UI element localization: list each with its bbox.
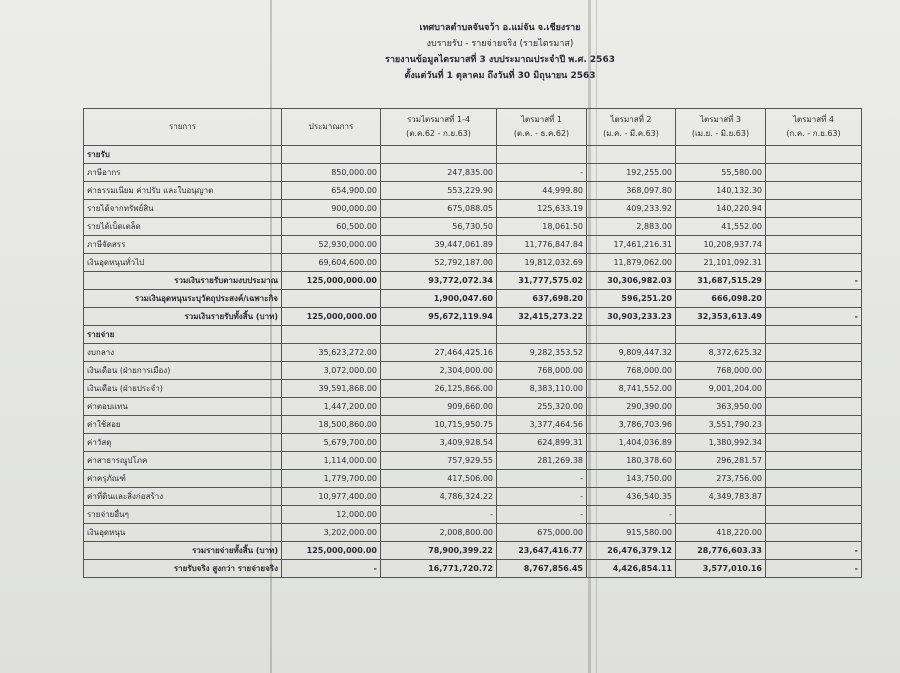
table-row bbox=[84, 506, 862, 524]
table-row bbox=[84, 362, 862, 380]
section-title: รายรับ bbox=[84, 146, 282, 164]
cell-q3: 8,372,625.32 bbox=[676, 344, 766, 362]
cell-q3: 9,001,204.00 bbox=[676, 380, 766, 398]
row-label: รายจ่ายอื่นๆ bbox=[84, 506, 282, 524]
cell-q4 bbox=[766, 416, 862, 434]
cell-q3: 32,353,613.49 bbox=[676, 308, 766, 326]
cell-q2: 8,741,552.00 bbox=[587, 380, 676, 398]
cell-q4: - bbox=[766, 308, 862, 326]
cell-q14: 675,088.05 bbox=[381, 200, 497, 218]
cell-q1: 675,000.00 bbox=[497, 524, 587, 542]
cell-q14: 78,900,399.22 bbox=[381, 542, 497, 560]
cell-q4 bbox=[766, 434, 862, 452]
cell-estimate: 125,000,000.00 bbox=[282, 272, 381, 290]
row-label: รวมเงินอุดหนุนระบุวัตถุประสงค์/เฉพาะกิจ bbox=[84, 290, 282, 308]
cell-q4 bbox=[766, 236, 862, 254]
cell-q14: 4,786,324.22 bbox=[381, 488, 497, 506]
cell-estimate: 5,679,700.00 bbox=[282, 434, 381, 452]
cell-q2: - bbox=[587, 506, 676, 524]
org-title: เทศบาลตำบลจันจว้า อ.แม่จัน จ.เชียงราย bbox=[419, 23, 581, 33]
table-cell bbox=[676, 326, 766, 344]
cell-estimate: 125,000,000.00 bbox=[282, 308, 381, 326]
cell-q2: 409,233.92 bbox=[587, 200, 676, 218]
cell-q4 bbox=[766, 182, 862, 200]
cell-estimate: 850,000.00 bbox=[282, 164, 381, 182]
table-header-row bbox=[84, 109, 862, 146]
table-row bbox=[84, 434, 862, 452]
table-cell bbox=[676, 146, 766, 164]
report-subtitle: งบรายรับ - รายจ่ายจริง (รายไตรมาส) bbox=[426, 39, 574, 49]
total-row bbox=[84, 560, 862, 578]
cell-q2: 9,809,447.32 bbox=[587, 344, 676, 362]
expense-section-row bbox=[84, 326, 862, 344]
cell-q4 bbox=[766, 164, 862, 182]
cell-q1: 9,282,353.52 bbox=[497, 344, 587, 362]
cell-q14: 52,792,187.00 bbox=[381, 254, 497, 272]
cell-q2: 30,306,982.03 bbox=[587, 272, 676, 290]
cell-estimate: 3,202,000.00 bbox=[282, 524, 381, 542]
cell-q14: 56,730.50 bbox=[381, 218, 497, 236]
row-label: ค่าใช้สอย bbox=[84, 416, 282, 434]
income-section-row bbox=[84, 146, 862, 164]
cell-estimate: 654,900.00 bbox=[282, 182, 381, 200]
cell-q3: 666,098.20 bbox=[676, 290, 766, 308]
cell-q14: - bbox=[381, 506, 497, 524]
table-row bbox=[84, 488, 862, 506]
cell-q3: 768,000.00 bbox=[676, 362, 766, 380]
cell-q14: 39,447,061.89 bbox=[381, 236, 497, 254]
table-row bbox=[84, 380, 862, 398]
cell-q2: 915,580.00 bbox=[587, 524, 676, 542]
cell-estimate: 69,604,600.00 bbox=[282, 254, 381, 272]
cell-q14: 247,835.00 bbox=[381, 164, 497, 182]
cell-q2: 180,378.60 bbox=[587, 452, 676, 470]
row-label: งบกลาง bbox=[84, 344, 282, 362]
cell-q4: - bbox=[766, 272, 862, 290]
cell-q14: 1,900,047.60 bbox=[381, 290, 497, 308]
table-row bbox=[84, 398, 862, 416]
cell-estimate bbox=[282, 290, 381, 308]
cell-q3: 273,756.00 bbox=[676, 470, 766, 488]
cell-q4 bbox=[766, 398, 862, 416]
row-label: เงินอุดหนุนทั่วไป bbox=[84, 254, 282, 272]
table-cell bbox=[497, 146, 587, 164]
row-label: เงินอุดหนุน bbox=[84, 524, 282, 542]
cell-q1: 281,269.38 bbox=[497, 452, 587, 470]
cell-q1: 125,633.19 bbox=[497, 200, 587, 218]
cell-q14: 16,771,720.72 bbox=[381, 560, 497, 578]
cell-estimate: 35,623,272.00 bbox=[282, 344, 381, 362]
cell-q1: 8,767,856.45 bbox=[497, 560, 587, 578]
cell-q14: 2,008,800.00 bbox=[381, 524, 497, 542]
cell-q1: 768,000.00 bbox=[497, 362, 587, 380]
cell-estimate: 18,500,860.00 bbox=[282, 416, 381, 434]
cell-q2: 30,903,233.23 bbox=[587, 308, 676, 326]
cell-q4 bbox=[766, 290, 862, 308]
cell-q1: 31,777,575.02 bbox=[497, 272, 587, 290]
cell-q3: 55,580.00 bbox=[676, 164, 766, 182]
cell-q1: 32,415,273.22 bbox=[497, 308, 587, 326]
cell-q14: 3,409,928.54 bbox=[381, 434, 497, 452]
col-header-q4: ไตรมาสที่ 4 (ก.ค. - ก.ย.63) bbox=[766, 109, 862, 146]
total-row bbox=[84, 290, 862, 308]
cell-q3: 3,551,790.23 bbox=[676, 416, 766, 434]
cell-q2: 26,476,379.12 bbox=[587, 542, 676, 560]
col-header-q1-4: รวมไตรมาสที่ 1-4 (ต.ค.62 - ก.ย.63) bbox=[381, 109, 497, 146]
cell-q4 bbox=[766, 488, 862, 506]
cell-q1: 18,061.50 bbox=[497, 218, 587, 236]
cell-q14: 757,929.55 bbox=[381, 452, 497, 470]
cell-q3: 31,687,515.29 bbox=[676, 272, 766, 290]
table-row bbox=[84, 164, 862, 182]
row-label: เงินเดือน (ฝ่ายการเมือง) bbox=[84, 362, 282, 380]
row-label: รายได้เบ็ดเตล็ด bbox=[84, 218, 282, 236]
cell-q4 bbox=[766, 470, 862, 488]
cell-q1: - bbox=[497, 164, 587, 182]
cell-estimate: 60,500.00 bbox=[282, 218, 381, 236]
table-row bbox=[84, 182, 862, 200]
cell-q4 bbox=[766, 380, 862, 398]
col-header-item: รายการ bbox=[84, 109, 282, 146]
cell-q14: 27,464,425.16 bbox=[381, 344, 497, 362]
cell-q2: 3,786,703.96 bbox=[587, 416, 676, 434]
row-label: ภาษีอากร bbox=[84, 164, 282, 182]
cell-q14: 909,660.00 bbox=[381, 398, 497, 416]
col-header-q1: ไตรมาสที่ 1 (ต.ค. - ธ.ค.62) bbox=[497, 109, 587, 146]
cell-q3: 1,380,992.34 bbox=[676, 434, 766, 452]
cell-q14: 10,715,950.75 bbox=[381, 416, 497, 434]
cell-q3: 41,552.00 bbox=[676, 218, 766, 236]
cell-q4 bbox=[766, 506, 862, 524]
cell-q2: 436,540.35 bbox=[587, 488, 676, 506]
cell-q2: 768,000.00 bbox=[587, 362, 676, 380]
cell-q3: 4,349,783.87 bbox=[676, 488, 766, 506]
cell-q2: 2,883.00 bbox=[587, 218, 676, 236]
table-row bbox=[84, 218, 862, 236]
cell-q4 bbox=[766, 218, 862, 236]
cell-q14: 553,229.90 bbox=[381, 182, 497, 200]
cell-estimate: 10,977,400.00 bbox=[282, 488, 381, 506]
cell-q3: 418,220.00 bbox=[676, 524, 766, 542]
table-cell bbox=[381, 146, 497, 164]
cell-estimate: 39,591,868.00 bbox=[282, 380, 381, 398]
table-row bbox=[84, 470, 862, 488]
table-row bbox=[84, 254, 862, 272]
cell-q3 bbox=[676, 506, 766, 524]
cell-q2: 192,255.00 bbox=[587, 164, 676, 182]
cell-q14: 417,506.00 bbox=[381, 470, 497, 488]
cell-q14: 26,125,866.00 bbox=[381, 380, 497, 398]
table-cell bbox=[282, 326, 381, 344]
cell-estimate: 1,114,000.00 bbox=[282, 452, 381, 470]
cell-q4 bbox=[766, 362, 862, 380]
row-label: ค่าสาธารณูปโภค bbox=[84, 452, 282, 470]
row-label: รวมเงินรายรับทั้งสิ้น (บาท) bbox=[84, 308, 282, 326]
cell-q1: 44,999.80 bbox=[497, 182, 587, 200]
cell-estimate: 1,447,200.00 bbox=[282, 398, 381, 416]
cell-q1: - bbox=[497, 488, 587, 506]
table-row bbox=[84, 524, 862, 542]
cell-estimate: 1,779,700.00 bbox=[282, 470, 381, 488]
cell-q2: 290,390.00 bbox=[587, 398, 676, 416]
col-header-estimate: ประมาณการ bbox=[282, 109, 381, 146]
table-row bbox=[84, 416, 862, 434]
cell-q3: 10,208,937.74 bbox=[676, 236, 766, 254]
cell-q4 bbox=[766, 524, 862, 542]
cell-q4: - bbox=[766, 542, 862, 560]
report-date-range: ตั้งแต่วันที่ 1 ตุลาคม ถึงวันที่ 30 มิถุนายน 2563 bbox=[404, 71, 596, 81]
table-cell bbox=[766, 326, 862, 344]
cell-q3: 140,132.30 bbox=[676, 182, 766, 200]
row-label: ค่าครุภัณฑ์ bbox=[84, 470, 282, 488]
row-label: เงินเดือน (ฝ่ายประจำ) bbox=[84, 380, 282, 398]
income-expense-table bbox=[83, 108, 862, 578]
col-header-q2: ไตรมาสที่ 2 (ม.ค. - มี.ค.63) bbox=[587, 109, 676, 146]
section-title: รายจ่าย bbox=[84, 326, 282, 344]
table-row bbox=[84, 236, 862, 254]
cell-estimate: 900,000.00 bbox=[282, 200, 381, 218]
row-label: รายรับจริง สูงกว่า รายจ่ายจริง bbox=[84, 560, 282, 578]
table-cell bbox=[587, 326, 676, 344]
table-body bbox=[84, 146, 862, 578]
total-row bbox=[84, 272, 862, 290]
cell-q1: - bbox=[497, 470, 587, 488]
cell-q4: - bbox=[766, 560, 862, 578]
cell-q1: 11,776,847.84 bbox=[497, 236, 587, 254]
cell-q4 bbox=[766, 200, 862, 218]
row-label: ภาษีจัดสรร bbox=[84, 236, 282, 254]
row-label: ค่าตอบแทน bbox=[84, 398, 282, 416]
cell-q2: 17,461,216.31 bbox=[587, 236, 676, 254]
report-header bbox=[320, 20, 680, 84]
cell-q2: 4,426,854.11 bbox=[587, 560, 676, 578]
cell-q1: 255,320.00 bbox=[497, 398, 587, 416]
table-cell bbox=[381, 326, 497, 344]
cell-estimate: 3,072,000.00 bbox=[282, 362, 381, 380]
table-cell bbox=[587, 146, 676, 164]
table-cell bbox=[766, 146, 862, 164]
cell-q1: 637,698.20 bbox=[497, 290, 587, 308]
total-row bbox=[84, 542, 862, 560]
table-row bbox=[84, 200, 862, 218]
cell-q3: 21,101,092.31 bbox=[676, 254, 766, 272]
row-label: รวมรายจ่ายทั้งสิ้น (บาท) bbox=[84, 542, 282, 560]
row-label: รายได้จากทรัพย์สิน bbox=[84, 200, 282, 218]
table-row bbox=[84, 452, 862, 470]
cell-q2: 11,879,062.00 bbox=[587, 254, 676, 272]
cell-q3: 140,220.94 bbox=[676, 200, 766, 218]
cell-q1: 624,899.31 bbox=[497, 434, 587, 452]
row-label: ค่าที่ดินและสิ่งก่อสร้าง bbox=[84, 488, 282, 506]
cell-estimate: 52,930,000.00 bbox=[282, 236, 381, 254]
cell-q1: 8,383,110.00 bbox=[497, 380, 587, 398]
cell-q14: 2,304,000.00 bbox=[381, 362, 497, 380]
cell-q2: 1,404,036.89 bbox=[587, 434, 676, 452]
cell-q3: 296,281.57 bbox=[676, 452, 766, 470]
cell-q1: - bbox=[497, 506, 587, 524]
col-header-q3: ไตรมาสที่ 3 (เม.ย. - มิ.ย.63) bbox=[676, 109, 766, 146]
table-row bbox=[84, 344, 862, 362]
total-row bbox=[84, 308, 862, 326]
cell-q3: 28,776,603.33 bbox=[676, 542, 766, 560]
table-cell bbox=[282, 146, 381, 164]
cell-q1: 19,812,032.69 bbox=[497, 254, 587, 272]
cell-q3: 3,577,010.16 bbox=[676, 560, 766, 578]
report-period-title: รายงานข้อมูลไตรมาสที่ 3 งบประมาณประจำปี พ.ศ. 2563 bbox=[385, 55, 615, 65]
cell-q14: 95,672,119.94 bbox=[381, 308, 497, 326]
cell-q2: 143,750.00 bbox=[587, 470, 676, 488]
cell-q4 bbox=[766, 452, 862, 470]
cell-q2: 596,251.20 bbox=[587, 290, 676, 308]
cell-q2: 368,097.80 bbox=[587, 182, 676, 200]
cell-q4 bbox=[766, 344, 862, 362]
cell-q1: 3,377,464.56 bbox=[497, 416, 587, 434]
table-cell bbox=[497, 326, 587, 344]
cell-estimate: 12,000.00 bbox=[282, 506, 381, 524]
cell-q14: 93,772,072.34 bbox=[381, 272, 497, 290]
cell-q3: 363,950.00 bbox=[676, 398, 766, 416]
row-label: รวมเงินรายรับตามงบประมาณ bbox=[84, 272, 282, 290]
cell-estimate: 125,000,000.00 bbox=[282, 542, 381, 560]
cell-q4 bbox=[766, 254, 862, 272]
row-label: ค่าธรรมเนียม ค่าปรับ และใบอนุญาต bbox=[84, 182, 282, 200]
row-label: ค่าวัสดุ bbox=[84, 434, 282, 452]
cell-estimate: - bbox=[282, 560, 381, 578]
cell-q1: 23,647,416.77 bbox=[497, 542, 587, 560]
